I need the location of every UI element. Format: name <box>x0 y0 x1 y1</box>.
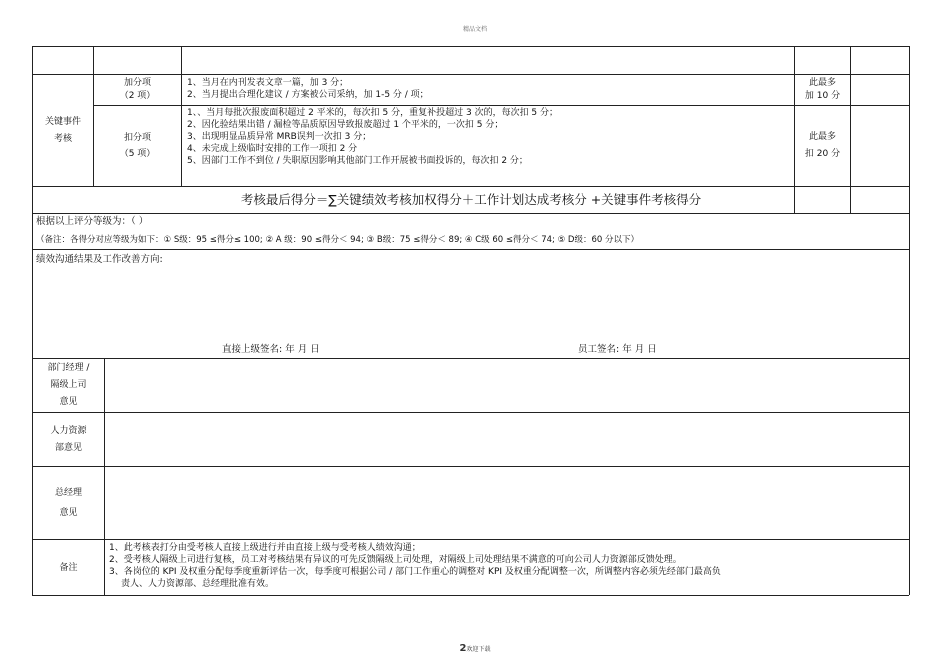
remark-line: 1、此考核表打分由受考核人直接上级进行并由直接上级与受考核人绩效沟通； <box>109 543 421 553</box>
remark-line: 责人、人力资源部、总经理批准有效。 <box>121 579 275 589</box>
deduct-item: 4、未完成上级临时安排的工作一项扣 2 分 <box>187 144 358 154</box>
deduct-item: 3、出现明显品质异常 MRB误判一次扣 3 分； <box>187 132 372 142</box>
deduct-limit: 此最多 扣 20 分 <box>804 132 841 159</box>
deduct-item: 2、因化验结果出错 / 漏检等品质原因导致报废超过 1 个平米的，一次扣 5 分； <box>187 120 504 130</box>
deduct-item: 1、、当月每批次报废面积超过 2 平米的，每次扣 5 分，重复补投超过 3 次的，每次扣 5 分； <box>187 108 559 118</box>
supervisor-signature[interactable]: 直接上级签名: 年 月 日 <box>222 344 320 355</box>
footer <box>0 643 950 654</box>
communication-title: 绩效沟通结果及工作改善方向: <box>36 254 163 265</box>
deduct-items <box>187 107 558 167</box>
grade-remark: （备注：各得分对应等级为如下：① S级：95 ≤得分≤ 100; ② A 级：90 ≤得分＜ 94; ③ B级：75 ≤得分＜ 89; ④ C级 60 ≤得分＜ 74; ⑤ D级：60 分以下） <box>36 235 639 245</box>
deduct-item: 5、因部门工作不到位 / 失职原因影响其他部门工作开展被书面投诉的，每次扣 2 分； <box>187 156 528 166</box>
deduct-section-label: 扣分项 （5 项） <box>119 133 156 159</box>
employee-signature[interactable]: 员工签名: 年 月 日 <box>578 344 657 355</box>
header-watermark: 精品文档 <box>462 26 487 33</box>
grade-label: 根据以上评分等级为：（ ） <box>36 216 149 227</box>
bonus-items <box>187 77 429 101</box>
gm-opinion-label: 总经理 意见 <box>54 488 82 518</box>
bonus-item: 1、当月在内刊发表文章一篇，加 3 分； <box>187 78 349 88</box>
remarks-lines <box>109 542 721 590</box>
dept-manager-opinion-field[interactable] <box>105 359 909 412</box>
hr-opinion-label: 人力资源 部意见 <box>50 425 87 453</box>
hr-opinion-field[interactable] <box>105 413 909 466</box>
remark-line: 3、各岗位的 KPI 及权重分配每季度重新评估一次，每季度可根据公司 / 部门工作重心的调整对 KPI 及权重分配调整一次，所调整内容必须先经部门最高负 <box>109 567 721 577</box>
footer-label: 欢迎下载 <box>466 646 491 653</box>
remark-line: 2、受考核人隔级上司进行复核，员工对考核结果有异议的可先反馈隔级上司处理，对隔级上司处理结果不满意的可向公司人力资源部反馈处理。 <box>109 555 682 565</box>
bonus-item: 2、当月提出合理化建议 / 方案被公司采纳，加 1-5 分 / 项； <box>187 90 429 100</box>
bonus-section-label: 加分项 （2 项） <box>119 78 156 101</box>
bonus-limit: 此最多 加 10 分 <box>804 78 841 101</box>
dept-manager-opinion-label: 部门经理 / 隔级上司 意见 <box>47 363 90 407</box>
gm-opinion-field[interactable] <box>105 467 909 539</box>
final-score-formula: 考核最后得分＝∑关键绩效考核加权得分＋工作计划达成考核分 +关键事件考核得分 <box>240 192 702 207</box>
page-number: 2 <box>459 643 467 654</box>
remarks-label: 备注 <box>59 562 78 573</box>
key-events-category: 关键事件考核 <box>44 116 81 144</box>
